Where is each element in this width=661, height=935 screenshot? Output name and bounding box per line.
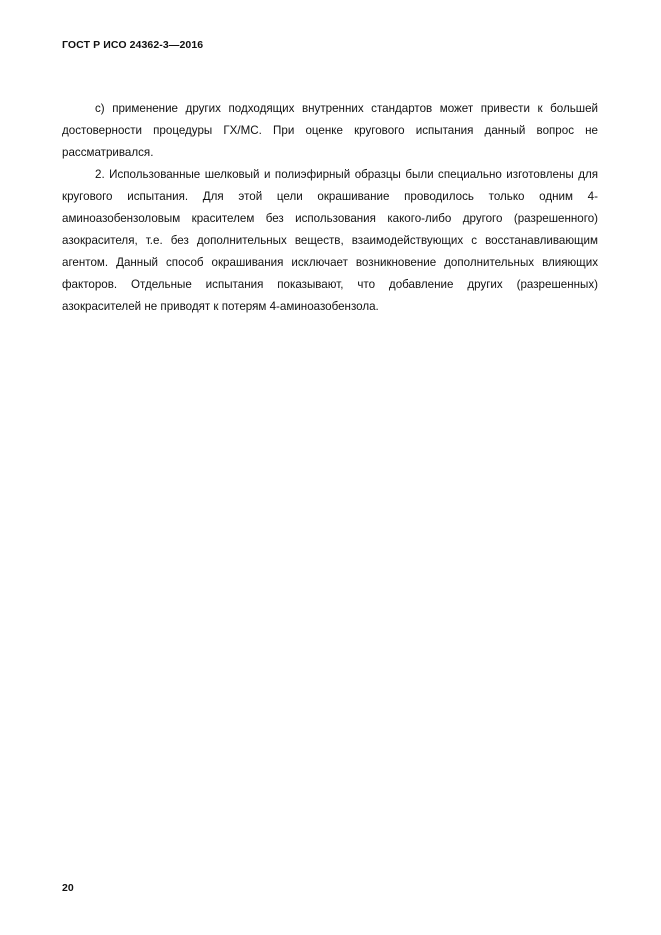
page-number: 20	[62, 882, 74, 894]
paragraph-note-2: 2. Использованные шелковый и полиэфирный образцы были специально изготовлены для кругового испытания. Для этой цели окрашивание проводилось только одним 4-аминоазобензоловым красителем без использования какого-либо другого (разрешенного) азокрасителя, т.е. без дополнительных веществ, взаимодействующих с восстанавливающим агентом. Данный способ окрашивания исключает возникновение дополнительных влияющих факторов. Отдельные испытания показывают, что добавление других (разрешенных) азокрасителей не приводят к потерям 4-аминоазобензола.	[62, 168, 598, 313]
document-body	[62, 98, 598, 318]
paragraph-note-c: c) применение других подходящих внутренних стандартов может привести к большей достоверности процедуры ГХ/МС. При оценке кругового испытания данный вопрос не рассматривался.	[62, 102, 598, 159]
document-header: ГОСТ Р ИСО 24362-3—2016	[62, 39, 204, 51]
